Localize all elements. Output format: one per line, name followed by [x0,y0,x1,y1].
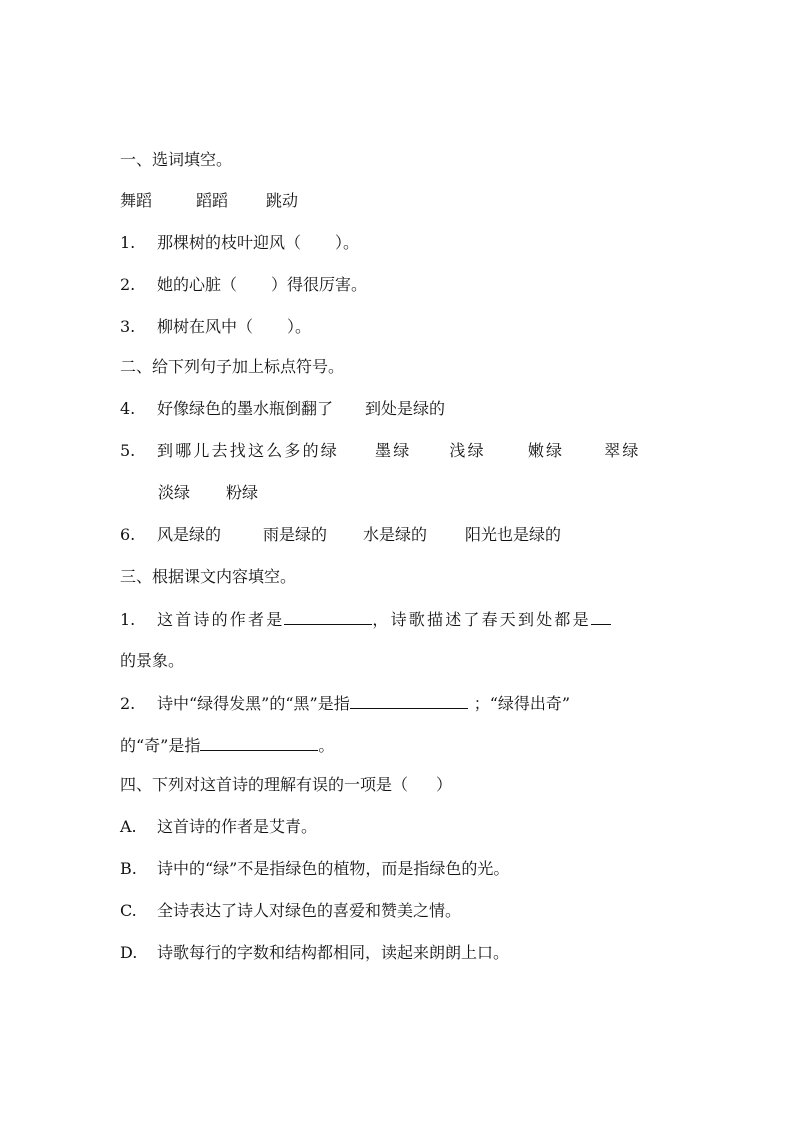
item-text-after: ）。 [335,233,360,252]
word-option: 蹈蹈 [196,191,229,210]
item-text-before: 柳树在风中（ [157,317,254,336]
item-number: 1. [120,610,136,629]
item-text-before: 她的心脏（ [157,275,238,294]
sentence-part: 到处是绿的 [365,399,446,418]
fill-question-continued [120,734,334,756]
choice-option[interactable] [120,858,509,880]
answer-blank[interactable] [200,734,318,751]
answer-blank[interactable] [284,608,372,625]
item-text-after: ）得很厉害。 [271,275,368,294]
sentence-part: 淡绿 [158,483,191,502]
section3-heading-text: 三、根据课文内容填空。 [120,567,297,586]
question-text: ；“绿得出奇” [473,694,571,713]
fill-item [120,316,311,338]
option-label: A. [120,817,137,836]
section2-heading [120,356,344,378]
question-text: 。 [318,736,335,755]
option-text: 这首诗的作者是艾青。 [157,817,318,836]
question-text: 诗中“绿得发黑”的“黑”是指 [157,694,350,713]
option-text: 诗歌每行的字数和结构都相同，读起来朗朗上口。 [157,943,510,962]
fill-item [120,274,367,296]
sentence-part: 翠绿 [604,441,641,460]
question-text: 这首诗的作者是 [157,610,285,629]
word-option: 舞蹈 [120,191,153,210]
punctuation-item [120,398,445,420]
choice-option[interactable] [120,942,509,964]
section1-heading [120,149,232,171]
section4-heading [120,774,452,796]
item-number: 5. [120,441,136,460]
option-text: 全诗表达了诗人对绿色的喜爱和赞美之情。 [157,901,462,920]
item-number: 2. [120,275,136,294]
sentence-part: 到哪儿去找这么多的绿 [157,441,340,460]
item-number: 4. [120,399,136,418]
option-label: D. [120,943,138,962]
sentence-part: 风是绿的 [157,525,222,544]
punctuation-item-continued [158,482,258,504]
section1-heading-text: 一、选词填空。 [120,150,233,169]
fill-question [120,608,611,630]
option-label: B. [120,859,137,878]
sentence-part: 浅绿 [449,441,486,460]
question-text: ，诗歌描述了春天到处都是 [372,610,591,629]
sentence-part: 墨绿 [375,441,412,460]
section4-heading-end: ） [436,775,453,794]
section3-heading [120,566,296,588]
option-label: C. [120,901,137,920]
question-text: 的景象。 [120,651,185,670]
fill-question [120,692,570,714]
sentence-part: 粉绿 [226,483,259,502]
answer-blank[interactable] [350,692,468,709]
word-bank [120,190,298,212]
answer-blank[interactable] [591,608,611,625]
section2-heading-text: 二、给下列句子加上标点符号。 [120,357,345,376]
item-text-before: 那棵树的枝叶迎风（ [157,233,302,252]
sentence-part: 水是绿的 [363,525,428,544]
item-text-after: ）。 [287,317,312,336]
fill-question-continued [120,650,184,672]
sentence-part: 阳光也是绿的 [465,525,562,544]
fill-item [120,232,359,254]
sentence-part: 嫩绿 [527,441,565,460]
punctuation-item [120,524,561,546]
punctuation-item [120,440,641,462]
option-text: 诗中的“绿”不是指绿色的植物，而是指绿色的光。 [157,859,510,878]
choice-option[interactable] [120,900,461,922]
item-number: 2. [120,694,136,713]
word-option: 跳动 [266,191,299,210]
choice-option[interactable] [120,816,317,838]
item-number: 6. [120,525,136,544]
sentence-part: 好像绿色的墨水瓶倒翻了 [157,399,334,418]
section4-heading-text: 四、下列对这首诗的理解有误的一项是（ [120,775,409,794]
item-number: 1. [120,233,136,252]
question-text: 的“奇”是指 [120,736,201,755]
sentence-part: 雨是绿的 [263,525,328,544]
item-number: 3. [120,317,136,336]
